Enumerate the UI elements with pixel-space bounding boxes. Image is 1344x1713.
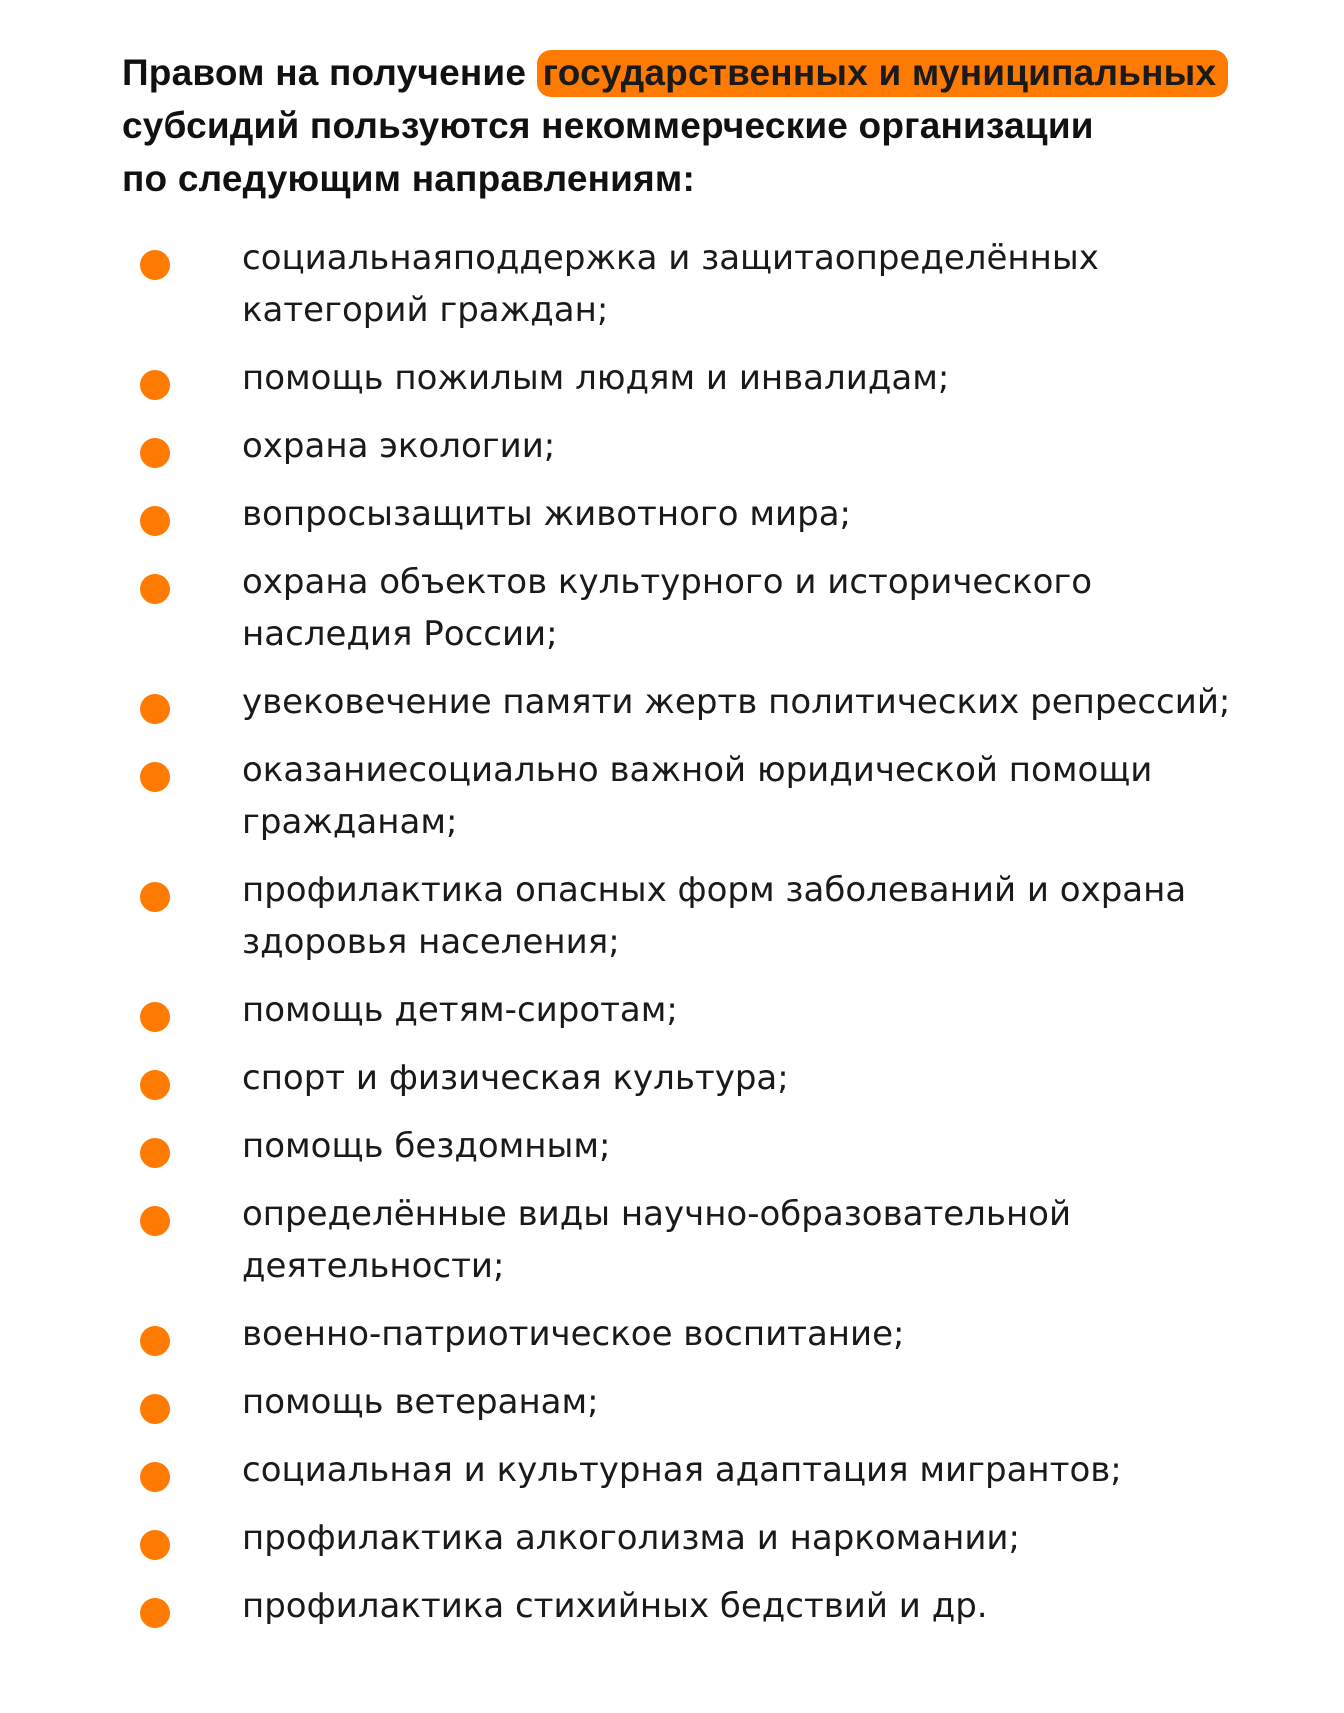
list-item xyxy=(140,676,1270,728)
list-item xyxy=(140,1444,1270,1496)
list-item xyxy=(140,1188,1270,1292)
list-item-text: охрана экологии; xyxy=(242,426,556,466)
list-item-text: помощь бездомным; xyxy=(242,1126,611,1166)
intro-text-before-highlight: Правом на получение xyxy=(122,52,537,93)
list-item xyxy=(140,352,1270,404)
bullet-dot-icon xyxy=(140,506,170,536)
intro-line-2: субсидий пользуются некоммерческие организации xyxy=(122,105,1094,146)
list-item xyxy=(140,420,1270,472)
list-item-text: помощь ветеранам; xyxy=(242,1382,599,1422)
bullet-dot-icon xyxy=(140,1530,170,1560)
intro-highlight: государственных и муниципальных xyxy=(537,50,1229,97)
intro-heading xyxy=(122,46,1262,205)
bullet-dot-icon xyxy=(140,882,170,912)
list-item-text: увековечение памяти жертв политических репрессий; xyxy=(242,682,1231,722)
bullet-dot-icon xyxy=(140,762,170,792)
list-item-text: военно-патриотическое воспитание; xyxy=(242,1314,905,1354)
bullet-dot-icon xyxy=(140,574,170,604)
intro-line-3: по следующим направлениям: xyxy=(122,158,696,199)
bullet-dot-icon xyxy=(140,1598,170,1628)
bullet-dot-icon xyxy=(140,1002,170,1032)
bullet-dot-icon xyxy=(140,370,170,400)
list-item-text: помощь пожилым людям и инвалидам; xyxy=(242,358,950,398)
list-item xyxy=(140,864,1270,968)
list-item xyxy=(140,1120,1270,1172)
list-item xyxy=(140,1376,1270,1428)
bullet-dot-icon xyxy=(140,1394,170,1424)
list-item-text: социальная и культурная адаптация мигрантов; xyxy=(242,1450,1122,1490)
list-item-text: спорт и физическая культура; xyxy=(242,1058,789,1098)
bullet-dot-icon xyxy=(140,1206,170,1236)
list-item xyxy=(140,744,1270,848)
bullet-dot-icon xyxy=(140,1462,170,1492)
list-item-text: определённые виды научно-образовательной деятельности; xyxy=(242,1194,1072,1286)
list-item xyxy=(140,232,1270,336)
bullet-dot-icon xyxy=(140,1138,170,1168)
list-item-text: оказаниесоциально важной юридической помощи гражданам; xyxy=(242,750,1153,842)
list-item xyxy=(140,984,1270,1036)
list-item xyxy=(140,1052,1270,1104)
list-item xyxy=(140,1308,1270,1360)
list-item xyxy=(140,556,1270,660)
list-item xyxy=(140,488,1270,540)
directions-list xyxy=(140,232,1270,1648)
intro-line-1 xyxy=(122,46,1262,99)
bullet-dot-icon xyxy=(140,1070,170,1100)
bullet-dot-icon xyxy=(140,438,170,468)
bullet-dot-icon xyxy=(140,1326,170,1356)
list-item-text: профилактика опасных форм заболеваний и охрана здоровья населения; xyxy=(242,870,1187,962)
list-item xyxy=(140,1580,1270,1632)
bullet-dot-icon xyxy=(140,694,170,724)
list-item-text: вопросызащиты животного мира; xyxy=(242,494,851,534)
list-item-text: профилактика алкоголизма и наркомании; xyxy=(242,1518,1020,1558)
list-item-text: помощь детям-сиротам; xyxy=(242,990,678,1030)
list-item-text: социальнаяподдержка и защитаопределённых категорий граждан; xyxy=(242,238,1099,330)
list-item xyxy=(140,1512,1270,1564)
list-item-text: профилактика стихийных бедствий и др. xyxy=(242,1586,988,1626)
list-item-text: охрана объектов культурного и исторического наследия России; xyxy=(242,562,1093,654)
bullet-dot-icon xyxy=(140,250,170,280)
